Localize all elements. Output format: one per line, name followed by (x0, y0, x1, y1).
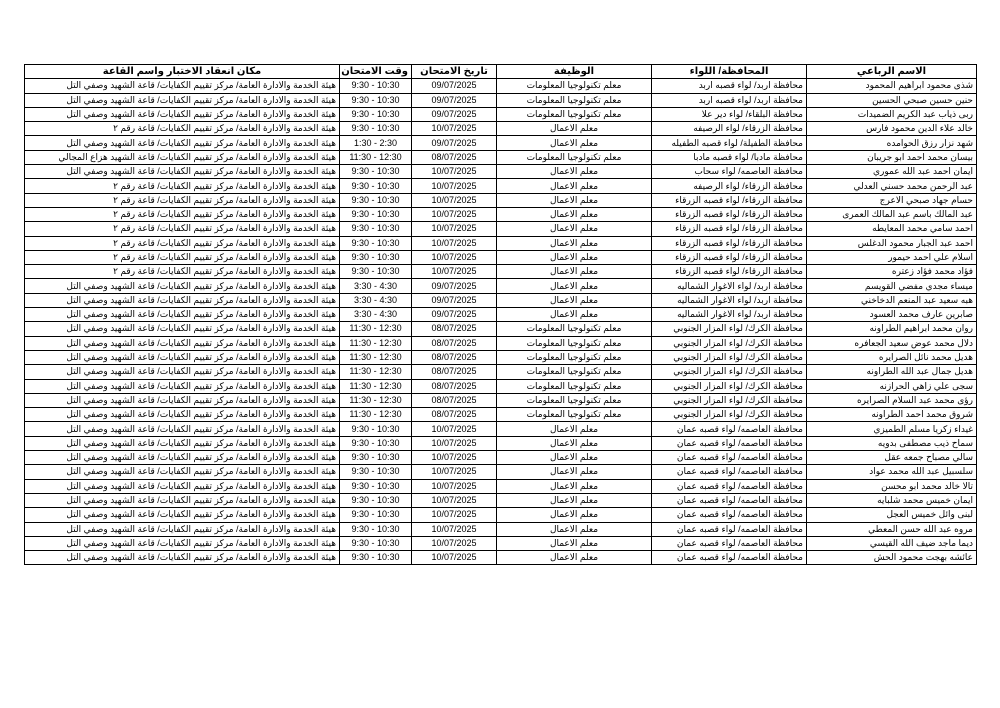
cell-time: 3:30 - 4:30 (340, 308, 412, 322)
cell-time: 9:30 - 10:30 (340, 122, 412, 136)
cell-name: هبه سعيد عبد المنعم الدخاخني (807, 293, 977, 307)
cell-job: معلم الاعمال (497, 451, 652, 465)
cell-governorate: محافظة العاصمه/ لواء قصبه عمان (652, 451, 807, 465)
cell-time: 11:30 - 12:30 (340, 336, 412, 350)
cell-date: 10/07/2025 (412, 436, 497, 450)
table-row (25, 436, 977, 450)
cell-time: 9:30 - 10:30 (340, 193, 412, 207)
table-row (25, 308, 977, 322)
cell-governorate: محافظة العاصمه/ لواء قصبه عمان (652, 536, 807, 550)
table-row (25, 422, 977, 436)
cell-name: عبد المالك باسم عبد المالك العمرى (807, 207, 977, 221)
cell-date: 10/07/2025 (412, 536, 497, 550)
table-row (25, 222, 977, 236)
cell-date: 09/07/2025 (412, 107, 497, 121)
header-venue: مكان انعقاد الاختبار واسم القاعة (25, 65, 340, 79)
cell-time: 11:30 - 12:30 (340, 150, 412, 164)
cell-venue: هيئة الخدمة والادارة العامة/ مركز تقييم الكفايات/ قاعة الشهيد وصفي التل (25, 408, 340, 422)
cell-governorate: محافظة العاصمه/ لواء قصبه عمان (652, 508, 807, 522)
cell-name: هديل جمال عبد الله الطراونه (807, 365, 977, 379)
cell-time: 11:30 - 12:30 (340, 322, 412, 336)
cell-date: 09/07/2025 (412, 308, 497, 322)
cell-name: هديل محمد نائل الصرايره (807, 350, 977, 364)
cell-date: 10/07/2025 (412, 493, 497, 507)
cell-name: سالي مصباح جمعه عقل (807, 451, 977, 465)
cell-time: 11:30 - 12:30 (340, 379, 412, 393)
cell-name: شذى محمود ابراهيم المحمود (807, 79, 977, 93)
cell-governorate: محافظة الزرقاء/ لواء قصبه الزرقاء (652, 265, 807, 279)
cell-date: 10/07/2025 (412, 165, 497, 179)
cell-date: 08/07/2025 (412, 393, 497, 407)
cell-time: 9:30 - 10:30 (340, 250, 412, 264)
cell-date: 09/07/2025 (412, 279, 497, 293)
cell-venue: هيئة الخدمة والادارة العامة/ مركز تقييم الكفايات/ قاعة رقم ٢ (25, 250, 340, 264)
cell-job: معلم تكنولوجيا المعلومات (497, 350, 652, 364)
cell-job: معلم الاعمال (497, 193, 652, 207)
table-row (25, 536, 977, 550)
cell-date: 09/07/2025 (412, 93, 497, 107)
cell-job: معلم الاعمال (497, 508, 652, 522)
cell-name: شروق محمد احمد الطراونه (807, 408, 977, 422)
table-row (25, 393, 977, 407)
table-body (25, 79, 977, 565)
table-row (25, 408, 977, 422)
table-row (25, 93, 977, 107)
cell-venue: هيئة الخدمة والادارة العامة/ مركز تقييم الكفايات/ قاعة الشهيد وصفي التل (25, 136, 340, 150)
table-row (25, 250, 977, 264)
cell-name: خالد علاء الدين محمود فارس (807, 122, 977, 136)
table-row (25, 508, 977, 522)
cell-time: 9:30 - 10:30 (340, 236, 412, 250)
cell-time: 9:30 - 10:30 (340, 422, 412, 436)
cell-date: 10/07/2025 (412, 422, 497, 436)
cell-governorate: محافظة اربد/ لواء الاغوار الشماليه (652, 293, 807, 307)
cell-name: اسلام علي احمد حيمور (807, 250, 977, 264)
cell-venue: هيئة الخدمة والادارة العامة/ مركز تقييم الكفايات/ قاعة رقم ٢ (25, 222, 340, 236)
table-row (25, 293, 977, 307)
cell-governorate: محافظة الكرك/ لواء المزار الجنوبي (652, 379, 807, 393)
cell-time: 9:30 - 10:30 (340, 479, 412, 493)
table-row (25, 365, 977, 379)
cell-name: شهد نزار رزق الحوامده (807, 136, 977, 150)
cell-governorate: محافظة الطفيلة/ لواء قصبه الطفيله (652, 136, 807, 150)
cell-date: 08/07/2025 (412, 350, 497, 364)
cell-venue: هيئة الخدمة والادارة العامة/ مركز تقييم الكفايات/ قاعة الشهيد وصفي التل (25, 365, 340, 379)
cell-date: 08/07/2025 (412, 408, 497, 422)
cell-date: 10/07/2025 (412, 250, 497, 264)
cell-name: غيداء زكريا مسلم الطميزي (807, 422, 977, 436)
cell-venue: هيئة الخدمة والادارة العامة/ مركز تقييم الكفايات/ قاعة الشهيد وصفي التل (25, 279, 340, 293)
cell-job: معلم الاعمال (497, 207, 652, 221)
cell-venue: هيئة الخدمة والادارة العامة/ مركز تقييم الكفايات/ قاعة الشهيد وصفي التل (25, 322, 340, 336)
cell-venue: هيئة الخدمة والادارة العامة/ مركز تقييم الكفايات/ قاعة الشهيد وصفي التل (25, 479, 340, 493)
cell-date: 08/07/2025 (412, 336, 497, 350)
cell-venue: هيئة الخدمة والادارة العامة/ مركز تقييم الكفايات/ قاعة الشهيد وصفي التل (25, 79, 340, 93)
cell-venue: هيئة الخدمة والادارة العامة/ مركز تقييم الكفايات/ قاعة الشهيد وصفي التل (25, 379, 340, 393)
cell-venue: هيئة الخدمة والادارة العامة/ مركز تقييم الكفايات/ قاعة الشهيد وصفي التل (25, 508, 340, 522)
cell-job: معلم الاعمال (497, 536, 652, 550)
cell-job: معلم تكنولوجيا المعلومات (497, 365, 652, 379)
table-header-row (25, 65, 977, 79)
cell-date: 09/07/2025 (412, 136, 497, 150)
cell-venue: هيئة الخدمة والادارة العامة/ مركز تقييم الكفايات/ قاعة رقم ٢ (25, 122, 340, 136)
cell-venue: هيئة الخدمة والادارة العامة/ مركز تقييم الكفايات/ قاعة الشهيد وصفي التل (25, 551, 340, 565)
cell-job: معلم الاعمال (497, 136, 652, 150)
cell-venue: هيئة الخدمة والادارة العامة/ مركز تقييم الكفايات/ قاعة رقم ٢ (25, 193, 340, 207)
cell-venue: هيئة الخدمة والادارة العامة/ مركز تقييم الكفايات/ قاعة الشهيد وصفي التل (25, 422, 340, 436)
table-row (25, 522, 977, 536)
cell-governorate: محافظة مادبا/ لواء قصبه مادبا (652, 150, 807, 164)
table-row (25, 236, 977, 250)
cell-job: معلم الاعمال (497, 236, 652, 250)
cell-governorate: محافظة الكرك/ لواء المزار الجنوبي (652, 408, 807, 422)
cell-name: تالا خالد محمد ابو محسن (807, 479, 977, 493)
cell-governorate: محافظة العاصمه/ لواء سحاب (652, 165, 807, 179)
cell-job: معلم الاعمال (497, 308, 652, 322)
cell-venue: هيئة الخدمة والادارة العامة/ مركز تقييم الكفايات/ قاعة رقم ٢ (25, 265, 340, 279)
cell-date: 10/07/2025 (412, 508, 497, 522)
cell-job: معلم الاعمال (497, 250, 652, 264)
cell-governorate: محافظة العاصمه/ لواء قصبه عمان (652, 479, 807, 493)
cell-date: 10/07/2025 (412, 479, 497, 493)
cell-name: احمد سامي محمد المعايطه (807, 222, 977, 236)
cell-time: 3:30 - 4:30 (340, 293, 412, 307)
cell-time: 11:30 - 12:30 (340, 408, 412, 422)
cell-name: احمد عبد الجبار محمود الدغلس (807, 236, 977, 250)
cell-date: 10/07/2025 (412, 465, 497, 479)
cell-time: 11:30 - 12:30 (340, 365, 412, 379)
cell-venue: هيئة الخدمة والادارة العامة/ مركز تقييم الكفايات/ قاعة الشهيد وصفي التل (25, 293, 340, 307)
cell-time: 9:30 - 10:30 (340, 265, 412, 279)
table-row (25, 336, 977, 350)
cell-time: 9:30 - 10:30 (340, 222, 412, 236)
cell-governorate: محافظة العاصمه/ لواء قصبه عمان (652, 436, 807, 450)
cell-name: حنين حسين صبحي الحسين (807, 93, 977, 107)
cell-governorate: محافظة اربد/ لواء الاغوار الشماليه (652, 279, 807, 293)
cell-job: معلم تكنولوجيا المعلومات (497, 393, 652, 407)
exam-schedule-sheet (24, 64, 976, 565)
cell-date: 10/07/2025 (412, 551, 497, 565)
cell-venue: هيئة الخدمة والادارة العامة/ مركز تقييم الكفايات/ قاعة الشهيد هزاع المجالي (25, 150, 340, 164)
cell-name: حسام جهاد صبحي الاعرج (807, 193, 977, 207)
cell-date: 10/07/2025 (412, 451, 497, 465)
header-governorate: المحافظة/ اللواء (652, 65, 807, 79)
cell-venue: هيئة الخدمة والادارة العامة/ مركز تقييم الكفايات/ قاعة الشهيد وصفي التل (25, 493, 340, 507)
cell-date: 08/07/2025 (412, 150, 497, 164)
cell-time: 9:30 - 10:30 (340, 508, 412, 522)
cell-date: 10/07/2025 (412, 265, 497, 279)
cell-governorate: محافظة الزرقاء/ لواء قصبه الزرقاء (652, 207, 807, 221)
cell-venue: هيئة الخدمة والادارة العامة/ مركز تقييم الكفايات/ قاعة الشهيد وصفي التل (25, 451, 340, 465)
header-job: الوظيفة (497, 65, 652, 79)
cell-time: 9:30 - 10:30 (340, 493, 412, 507)
cell-venue: هيئة الخدمة والادارة العامة/ مركز تقييم الكفايات/ قاعة الشهيد وصفي التل (25, 350, 340, 364)
cell-job: معلم الاعمال (497, 522, 652, 536)
cell-governorate: محافظة اربد/ لواء الاغوار الشماليه (652, 308, 807, 322)
cell-name: ايمان احمد عبد الله عموري (807, 165, 977, 179)
cell-venue: هيئة الخدمة والادارة العامة/ مركز تقييم الكفايات/ قاعة رقم ٢ (25, 179, 340, 193)
cell-time: 9:30 - 10:30 (340, 79, 412, 93)
cell-venue: هيئة الخدمة والادارة العامة/ مركز تقييم الكفايات/ قاعة الشهيد وصفي التل (25, 465, 340, 479)
cell-governorate: محافظة الزرقاء/ لواء قصبه الزرقاء (652, 236, 807, 250)
cell-time: 9:30 - 10:30 (340, 207, 412, 221)
cell-date: 08/07/2025 (412, 322, 497, 336)
cell-job: معلم الاعمال (497, 265, 652, 279)
cell-name: ديما ماجد ضيف الله القيسي (807, 536, 977, 550)
cell-governorate: محافظة الكرك/ لواء المزار الجنوبي (652, 365, 807, 379)
cell-date: 09/07/2025 (412, 293, 497, 307)
cell-governorate: محافظة الكرك/ لواء المزار الجنوبي (652, 322, 807, 336)
cell-name: عائشه بهجت محمود الحش (807, 551, 977, 565)
cell-venue: هيئة الخدمة والادارة العامة/ مركز تقييم الكفايات/ قاعة الشهيد وصفي التل (25, 93, 340, 107)
cell-name: مروه عبد الله حسن المعطي (807, 522, 977, 536)
cell-governorate: محافظة الزرقاء/ لواء قصبه الزرقاء (652, 222, 807, 236)
cell-time: 1:30 - 2:30 (340, 136, 412, 150)
header-name: الاسم الرباعي (807, 65, 977, 79)
cell-date: 10/07/2025 (412, 522, 497, 536)
cell-date: 10/07/2025 (412, 179, 497, 193)
cell-name: دلال محمد عوض سعيد الجعافره (807, 336, 977, 350)
cell-time: 9:30 - 10:30 (340, 107, 412, 121)
cell-governorate: محافظة اربد/ لواء قصبه اربد (652, 93, 807, 107)
cell-governorate: محافظة اربد/ لواء قصبه اربد (652, 79, 807, 93)
cell-time: 9:30 - 10:30 (340, 179, 412, 193)
table-row (25, 279, 977, 293)
table-row (25, 107, 977, 121)
cell-time: 11:30 - 12:30 (340, 393, 412, 407)
cell-time: 9:30 - 10:30 (340, 436, 412, 450)
table-row (25, 479, 977, 493)
table-row (25, 136, 977, 150)
cell-job: معلم الاعمال (497, 293, 652, 307)
cell-governorate: محافظة الزرقاء/ لواء الرصيفه (652, 122, 807, 136)
cell-governorate: محافظة العاصمه/ لواء قصبه عمان (652, 493, 807, 507)
cell-job: معلم الاعمال (497, 279, 652, 293)
cell-venue: هيئة الخدمة والادارة العامة/ مركز تقييم الكفايات/ قاعة الشهيد وصفي التل (25, 107, 340, 121)
cell-date: 10/07/2025 (412, 207, 497, 221)
table-row (25, 207, 977, 221)
cell-name: ميساء مجدي مفضي القويسم (807, 279, 977, 293)
cell-name: روان محمد ابراهيم الطراونه (807, 322, 977, 336)
cell-time: 9:30 - 10:30 (340, 465, 412, 479)
cell-governorate: محافظة الزرقاء/ لواء قصبه الزرقاء (652, 193, 807, 207)
cell-governorate: محافظة الكرك/ لواء المزار الجنوبي (652, 336, 807, 350)
table-row (25, 379, 977, 393)
cell-date: 10/07/2025 (412, 122, 497, 136)
cell-governorate: محافظة الكرك/ لواء المزار الجنوبي (652, 393, 807, 407)
cell-governorate: محافظة العاصمه/ لواء قصبه عمان (652, 551, 807, 565)
cell-job: معلم الاعمال (497, 165, 652, 179)
cell-venue: هيئة الخدمة والادارة العامة/ مركز تقييم الكفايات/ قاعة الشهيد وصفي التل (25, 536, 340, 550)
cell-job: معلم تكنولوجيا المعلومات (497, 150, 652, 164)
cell-time: 9:30 - 10:30 (340, 551, 412, 565)
cell-name: ايمان خميس محمد شلبايه (807, 493, 977, 507)
cell-job: معلم تكنولوجيا المعلومات (497, 107, 652, 121)
cell-date: 10/07/2025 (412, 222, 497, 236)
table-row (25, 551, 977, 565)
cell-venue: هيئة الخدمة والادارة العامة/ مركز تقييم الكفايات/ قاعة رقم ٢ (25, 207, 340, 221)
cell-governorate: محافظة الكرك/ لواء المزار الجنوبي (652, 350, 807, 364)
cell-time: 3:30 - 4:30 (340, 279, 412, 293)
header-date: تاريخ الامتحان (412, 65, 497, 79)
cell-time: 9:30 - 10:30 (340, 451, 412, 465)
cell-job: معلم تكنولوجيا المعلومات (497, 93, 652, 107)
table-row (25, 350, 977, 364)
cell-date: 08/07/2025 (412, 379, 497, 393)
cell-job: معلم تكنولوجيا المعلومات (497, 379, 652, 393)
cell-job: معلم تكنولوجيا المعلومات (497, 408, 652, 422)
cell-job: معلم الاعمال (497, 422, 652, 436)
cell-job: معلم الاعمال (497, 479, 652, 493)
cell-job: معلم الاعمال (497, 436, 652, 450)
cell-date: 09/07/2025 (412, 79, 497, 93)
cell-governorate: محافظة العاصمه/ لواء قصبه عمان (652, 522, 807, 536)
cell-job: معلم الاعمال (497, 222, 652, 236)
cell-name: عبد الرحمن محمد حسني العدلي (807, 179, 977, 193)
cell-venue: هيئة الخدمة والادارة العامة/ مركز تقييم الكفايات/ قاعة رقم ٢ (25, 236, 340, 250)
cell-governorate: محافظة الزرقاء/ لواء الرصيفه (652, 179, 807, 193)
cell-venue: هيئة الخدمة والادارة العامة/ مركز تقييم الكفايات/ قاعة الشهيد وصفي التل (25, 308, 340, 322)
cell-name: لبنى وائل خميس العجل (807, 508, 977, 522)
cell-job: معلم تكنولوجيا المعلومات (497, 336, 652, 350)
header-time: وقت الامتحان (340, 65, 412, 79)
cell-time: 11:30 - 12:30 (340, 350, 412, 364)
cell-date: 08/07/2025 (412, 365, 497, 379)
cell-governorate: محافظة البلقاء/ لواء دير علا (652, 107, 807, 121)
cell-time: 9:30 - 10:30 (340, 522, 412, 536)
cell-job: معلم تكنولوجيا المعلومات (497, 322, 652, 336)
cell-name: رؤى محمد عبد السلام الصرايره (807, 393, 977, 407)
table-row (25, 79, 977, 93)
table-row (25, 122, 977, 136)
cell-name: سلسبيل عبد الله محمد عواد (807, 465, 977, 479)
table-row (25, 179, 977, 193)
cell-time: 9:30 - 10:30 (340, 93, 412, 107)
cell-venue: هيئة الخدمة والادارة العامة/ مركز تقييم الكفايات/ قاعة الشهيد وصفي التل (25, 165, 340, 179)
cell-venue: هيئة الخدمة والادارة العامة/ مركز تقييم الكفايات/ قاعة الشهيد وصفي التل (25, 436, 340, 450)
cell-job: معلم الاعمال (497, 551, 652, 565)
cell-date: 10/07/2025 (412, 236, 497, 250)
cell-name: سجى علي زاهي الحرازنه (807, 379, 977, 393)
cell-name: بيسان محمد احمد ابو جريبان (807, 150, 977, 164)
cell-date: 10/07/2025 (412, 193, 497, 207)
cell-job: معلم الاعمال (497, 179, 652, 193)
table-row (25, 265, 977, 279)
cell-name: سماح ذيب مصطفى بدويه (807, 436, 977, 450)
table-row (25, 193, 977, 207)
cell-name: فؤاد محمد فؤاد زعتره (807, 265, 977, 279)
table-row (25, 451, 977, 465)
cell-name: صابرين عارف محمد العسود (807, 308, 977, 322)
table-row (25, 322, 977, 336)
cell-governorate: محافظة الزرقاء/ لواء قصبه الزرقاء (652, 250, 807, 264)
cell-venue: هيئة الخدمة والادارة العامة/ مركز تقييم الكفايات/ قاعة الشهيد وصفي التل (25, 522, 340, 536)
cell-time: 9:30 - 10:30 (340, 165, 412, 179)
cell-job: معلم تكنولوجيا المعلومات (497, 79, 652, 93)
table-row (25, 465, 977, 479)
cell-job: معلم الاعمال (497, 493, 652, 507)
cell-job: معلم الاعمال (497, 122, 652, 136)
table-row (25, 165, 977, 179)
table-row (25, 150, 977, 164)
cell-venue: هيئة الخدمة والادارة العامة/ مركز تقييم الكفايات/ قاعة الشهيد وصفي التل (25, 393, 340, 407)
cell-governorate: محافظة العاصمه/ لواء قصبه عمان (652, 422, 807, 436)
table-row (25, 493, 977, 507)
exam-schedule-table (24, 64, 977, 565)
cell-governorate: محافظة العاصمه/ لواء قصبه عمان (652, 465, 807, 479)
cell-venue: هيئة الخدمة والادارة العامة/ مركز تقييم الكفايات/ قاعة الشهيد وصفي التل (25, 336, 340, 350)
cell-name: ربى ذياب عبد الكريم الضميدات (807, 107, 977, 121)
cell-time: 9:30 - 10:30 (340, 536, 412, 550)
cell-job: معلم الاعمال (497, 465, 652, 479)
